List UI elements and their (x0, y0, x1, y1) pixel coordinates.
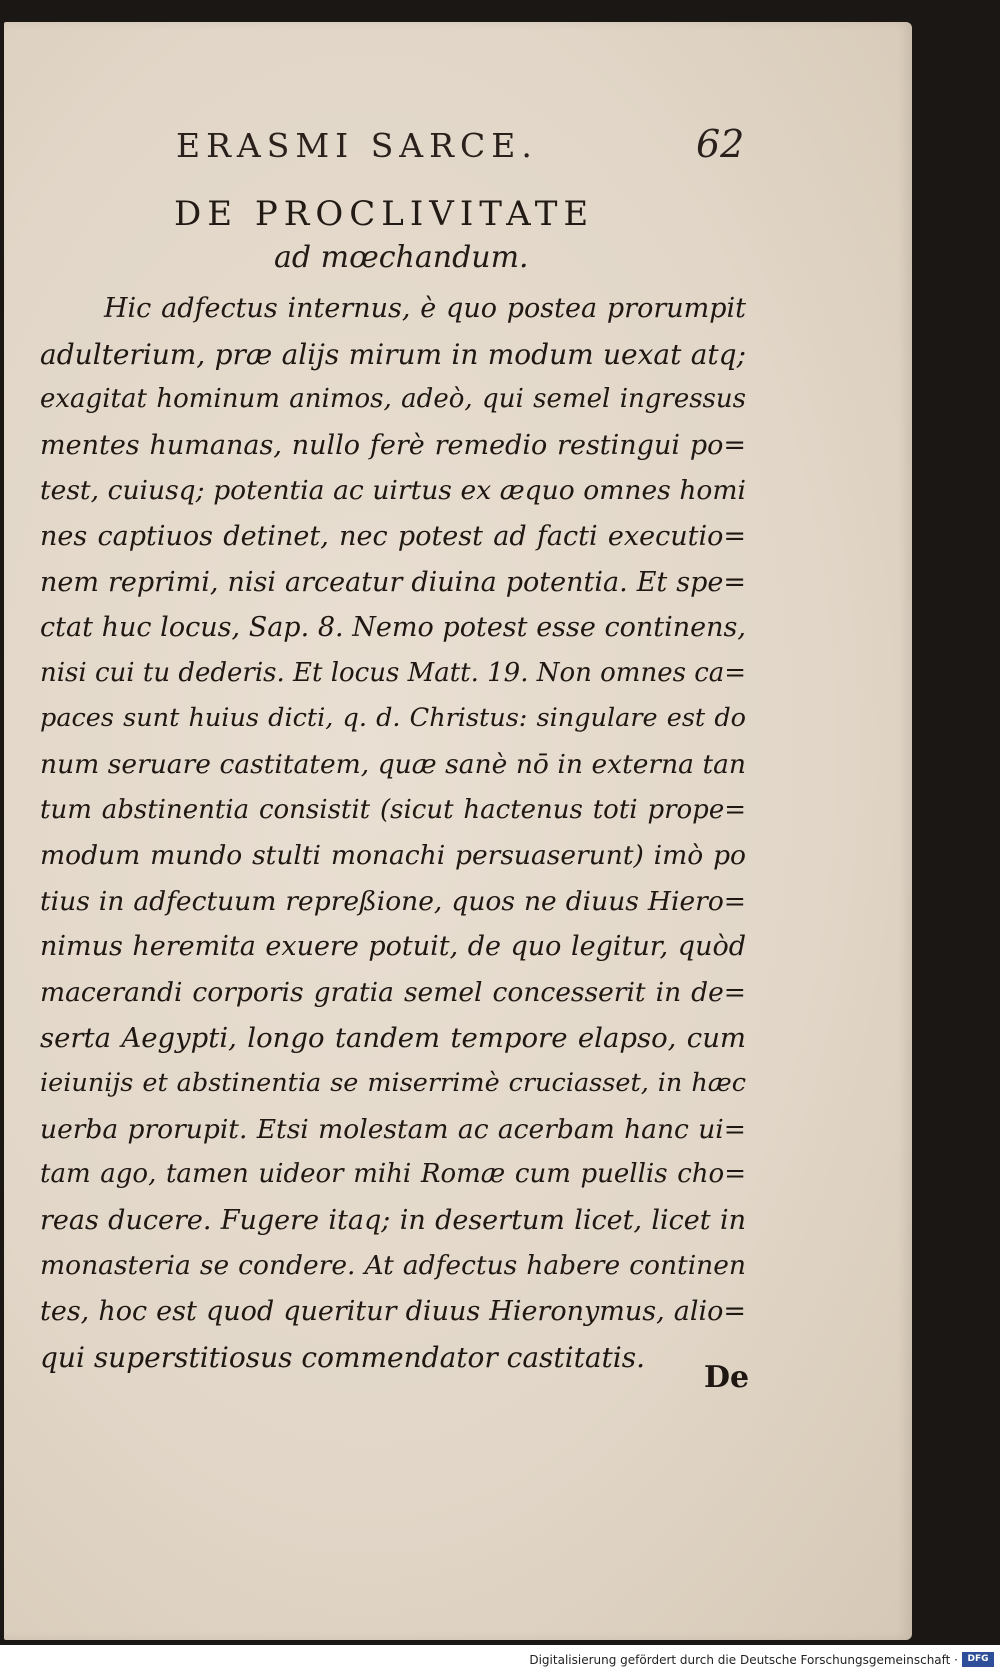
funding-notice: Digitalisierung gefördert durch die Deutsche Forschungsgemeinschaft · (529, 1653, 958, 1667)
section-subheading: ad mœchandum. (274, 240, 529, 275)
text-line: tam ago, tamen uideor mihi Romæ cum puellis cho= (40, 1159, 746, 1190)
text-line: adulterium, præ alijs mirum in modum uexat atq; (40, 337, 746, 371)
text-line: nisi cui tu dederis. Et locus Matt. 19. Non omnes ca= (40, 657, 747, 688)
text-line: Hic adfectus internus, è quo postea prorumpit (104, 293, 746, 324)
text-line: num seruare castitatem, quæ sanè nō in externa tan (40, 748, 746, 780)
dfg-logo-icon: DFG (962, 1652, 994, 1667)
text-line: macerandi corporis gratia semel concesserit in de= (40, 976, 746, 1008)
text-line: nimus heremita exuere potuit, de quo legitur, quòd (40, 931, 746, 963)
text-line: tum abstinentia consistit (sicut hactenus toti prope= (40, 794, 746, 825)
text-line: ieiunijs et abstinentia se miserrimè cruciasset, in hæc (40, 1068, 746, 1099)
section-heading: DE PROCLIVITATE (174, 194, 595, 234)
text-line: exagitat hominum animos, adeò, qui semel ingressus (40, 384, 746, 415)
text-line: ctat huc locus, Sap. 8. Nemo potest esse continens, (40, 612, 746, 644)
text-line: modum mundo stulti monachi persuaserunt) imò po (40, 840, 746, 872)
page-number: 62 (696, 122, 745, 166)
text-line: monasteria se condere. At adfectus habere continen (40, 1250, 746, 1282)
text-line: reas ducere. Fugere itaq; in desertum licet, licet in (40, 1204, 746, 1236)
text-line: nem reprimi, nisi arceatur diuina potentia. Et spe= (40, 566, 746, 598)
text-line: qui superstitiosus commendator castitatis. (40, 1340, 646, 1374)
text-line: paces sunt huius dicti, q. d. Christus: singulare est do (40, 703, 746, 734)
text-line: test, cuiusq; potentia ac uirtus ex æquo omnes homi (40, 475, 746, 507)
text-line: serta Aegypti, longo tandem tempore elapso, cum (40, 1021, 746, 1054)
catchword: De (704, 1360, 750, 1395)
attribution-footer (0, 1645, 1000, 1676)
running-head: ERASMI SARCE. (176, 126, 538, 165)
text-line: nes captiuos detinet, nec potest ad facti executio= (40, 520, 746, 552)
text-line: tes, hoc est quod queritur diuus Hieronymus, alio= (40, 1296, 746, 1328)
body-text (40, 286, 746, 1380)
book-page (4, 22, 912, 1640)
text-line: mentes humanas, nullo ferè remedio restingui po= (40, 429, 746, 461)
text-line: uerba prorupit. Etsi molestam ac acerbam hanc ui= (40, 1113, 746, 1145)
text-line: tius in adfectuum repreßione, quos ne diuus Hiero= (40, 885, 746, 917)
